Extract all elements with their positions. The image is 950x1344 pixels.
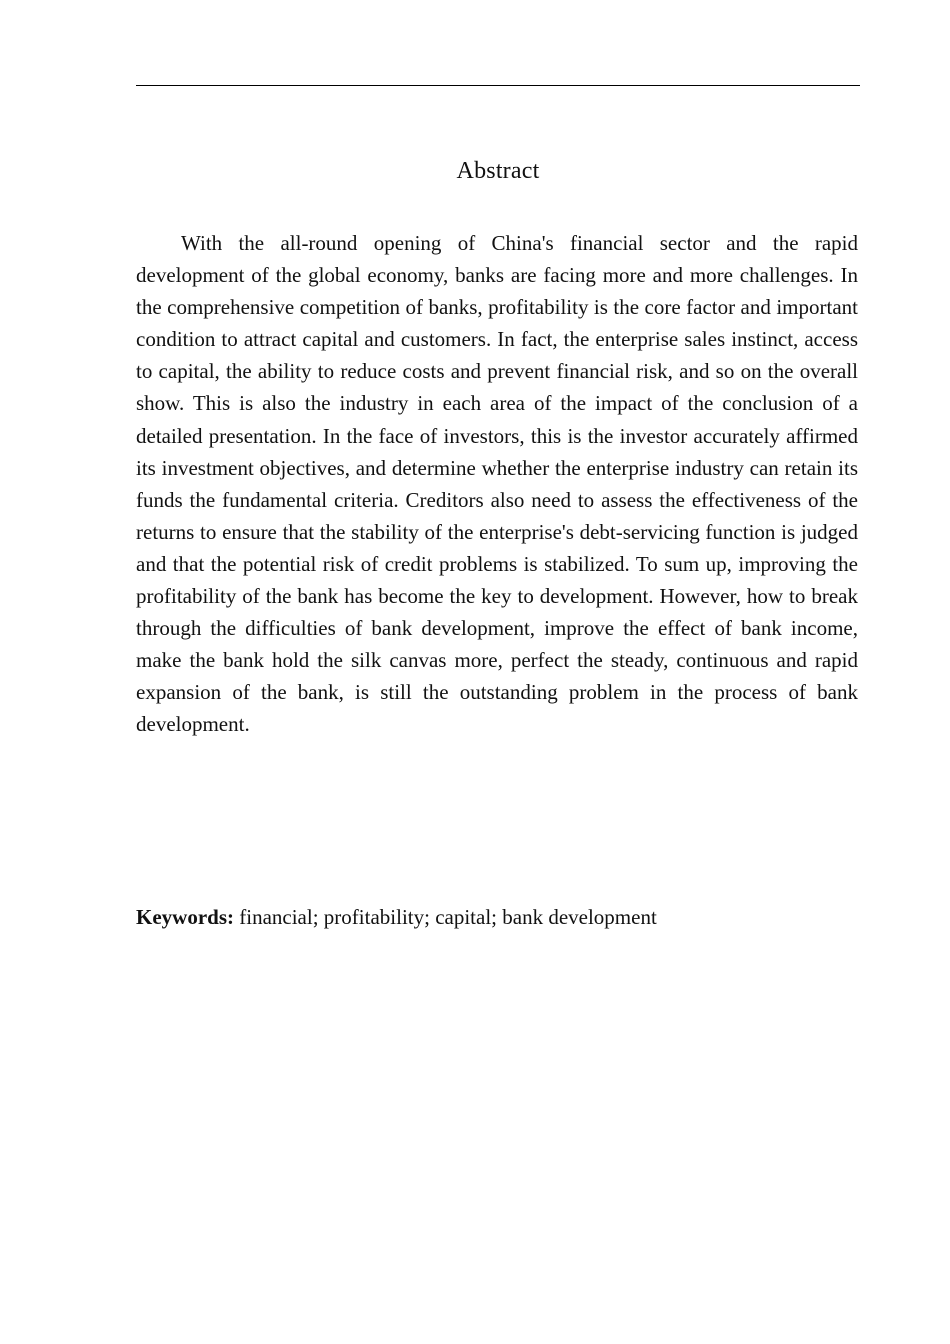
- keywords-label: Keywords:: [136, 905, 234, 929]
- abstract-title: Abstract: [456, 158, 540, 184]
- keywords-value: financial; profitability; capital; bank development: [234, 905, 657, 929]
- keywords-line: [136, 901, 860, 933]
- header-rule: [136, 85, 860, 86]
- abstract-paragraph: With the all-round opening of China's financial sector and the rapid development of the global economy, banks are facing more and more challenges. In the comprehensive competition of banks, profitability is the core factor and important condition to attract capital and customers. In fact, the enterprise sales instinct, access to capital, the ability to reduce costs and prevent financial risk, and so on the overall show. This is also the industry in each area of the impact of the conclusion of a detailed presentation. In the face of investors, this is the investor accurately affirmed its investment objectives, and determine whether the enterprise industry can retain its funds the fundamental criteria. Creditors also need to assess the effectiveness of the returns to ensure that the stability of the enterprise's debt-servicing function is judged and that the potential risk of credit problems is stabilized. To sum up, improving the profitability of the bank has become the key to development. However, how to break through the difficulties of bank development, improve the effect of bank income, make the bank hold the silk canvas more, perfect the steady, continuous and rapid expansion of the bank, is still the outstanding problem in the process of bank development.: [136, 231, 858, 737]
